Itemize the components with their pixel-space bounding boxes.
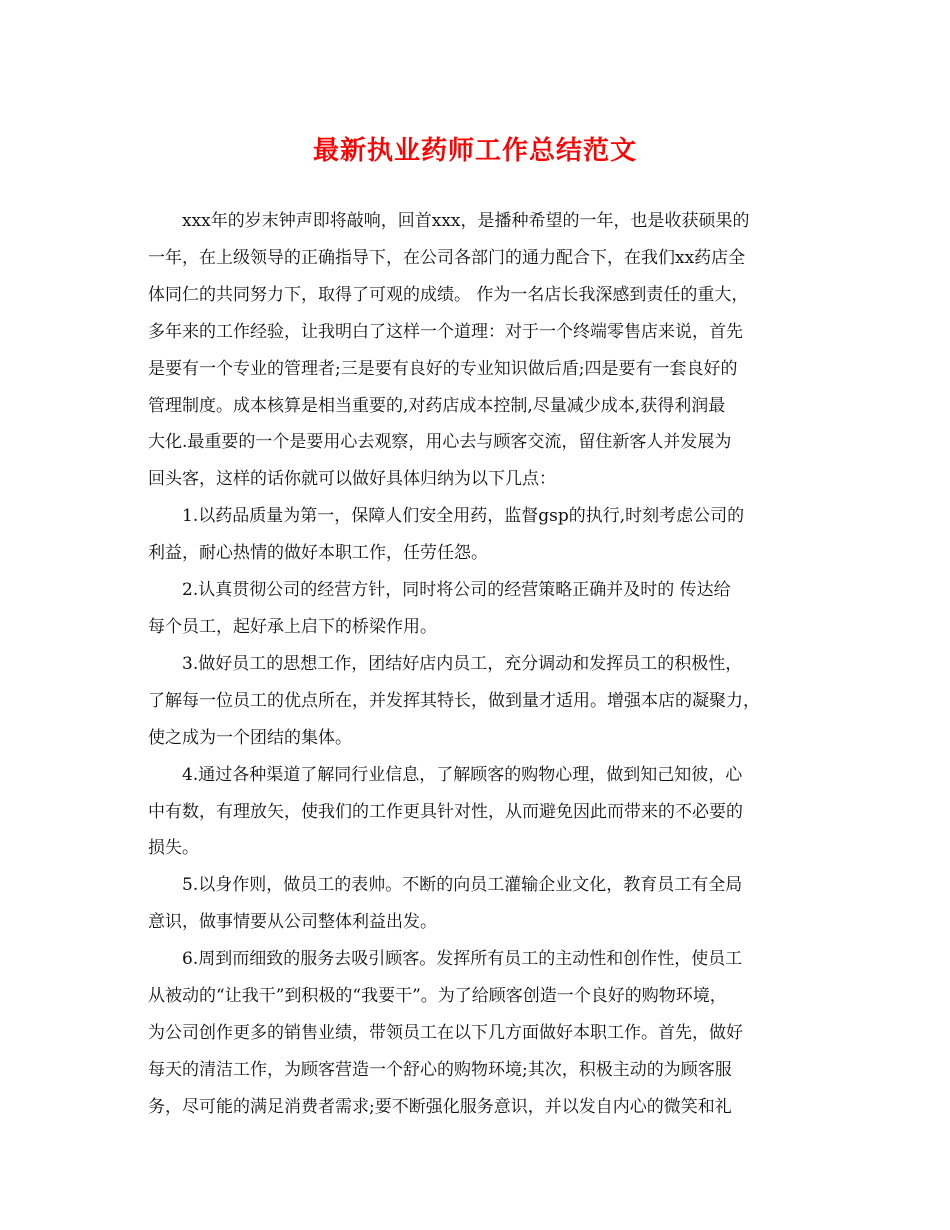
paragraph-line: 每天的清洁工作，为顾客营造一个舒心的购物环境;其次，积极主动的为顾客服 [148, 1059, 732, 1080]
paragraph-line: 从被动的“让我干”到积极的“我要干”。为了给顾客创造一个良好的购物环境， [148, 986, 727, 1007]
paragraph-line: 大化.最重要的一个是要用心去观察，用心去与顾客交流，留住新客人并发展为 [148, 432, 732, 453]
paragraph [148, 203, 812, 498]
document-title: 最新执业药师工作总结范文 [312, 136, 637, 166]
paragraph-line: 2.认真贯彻公司的经营方针，同时将公司的经营策略正确并及时的 传达给 [182, 580, 731, 601]
paragraph-line: 回头客，这样的话你就可以做好具体归纳为以下几点： [148, 469, 556, 490]
paragraph-line: 3.做好员工的思想工作，团结好店内员工，充分调动和发挥员工的积极性， [182, 653, 743, 674]
document-body [148, 203, 812, 1126]
paragraph-line: 多年来的工作经验，让我明白了这样一个道理：对于一个终端零售店来说，首先 [148, 321, 743, 342]
paragraph-line: 体同仁的共同努力下，取得了可观的成绩。 作为一名店长我深感到责任的重大， [148, 284, 749, 305]
paragraph-line: 一年，在上级领导的正确指导下，在公司各部门的通力配合下，在我们xx药店全 [148, 247, 746, 268]
paragraph-line: 使之成为一个团结的集体。 [148, 727, 352, 748]
paragraph-line: 了解每一位员工的优点所在，并发挥其特长，做到量才适用。增强本店的凝聚力， [148, 690, 760, 711]
paragraph-line: 4.通过各种渠道了解同行业信息，了解顾客的购物心理，做到知己知彼，心 [182, 764, 743, 785]
paragraph [148, 572, 812, 646]
paragraph-line: 是要有一个专业的管理者;三是要有良好的专业知识做后盾;四是要有一套良好的 [148, 358, 738, 379]
paragraph-line: 每个员工，起好承上启下的桥梁作用。 [148, 616, 437, 637]
paragraph-line: 损失。 [148, 838, 199, 859]
paragraph [148, 498, 812, 572]
paragraph-line: 务，尽可能的满足消费者需求;要不断强化服务意识，并以发自内心的微笑和礼 [148, 1096, 732, 1117]
paragraph-line: 5.以身作则，做员工的表帅。不断的向员工灌输企业文化，教育员工有全局 [182, 875, 743, 896]
paragraph-line: 6.周到而细致的服务去吸引顾客。发挥所有员工的主动性和创作性，使员工 [182, 949, 743, 970]
paragraph-line: 意识，做事情要从公司整体利益出发。 [148, 912, 437, 933]
paragraph-line: 利益，耐心热情的做好本职工作，任劳任怨。 [148, 543, 488, 564]
paragraph [148, 867, 812, 941]
paragraph-line: xxx年的岁末钟声即将敲响，回首xxx，是播种希望的一年，也是收获硕果的 [182, 211, 750, 231]
paragraph-line: 中有数，有理放矢，使我们的工作更具针对性，从而避免因此而带来的不必要的 [148, 801, 743, 822]
paragraph-line: 管理制度。成本核算是相当重要的,对药店成本控制,尽量减少成本,获得利润最 [148, 395, 726, 416]
paragraph-line: 1.以药品质量为第一，保障人们安全用药，监督gsp的执行,时刻考虑公司的 [182, 506, 745, 527]
paragraph [148, 646, 812, 757]
paragraph-line: 为公司创作更多的销售业绩，带领员工在以下几方面做好本职工作。首先，做好 [148, 1022, 743, 1043]
paragraph [148, 941, 812, 1126]
paragraph [148, 757, 812, 868]
